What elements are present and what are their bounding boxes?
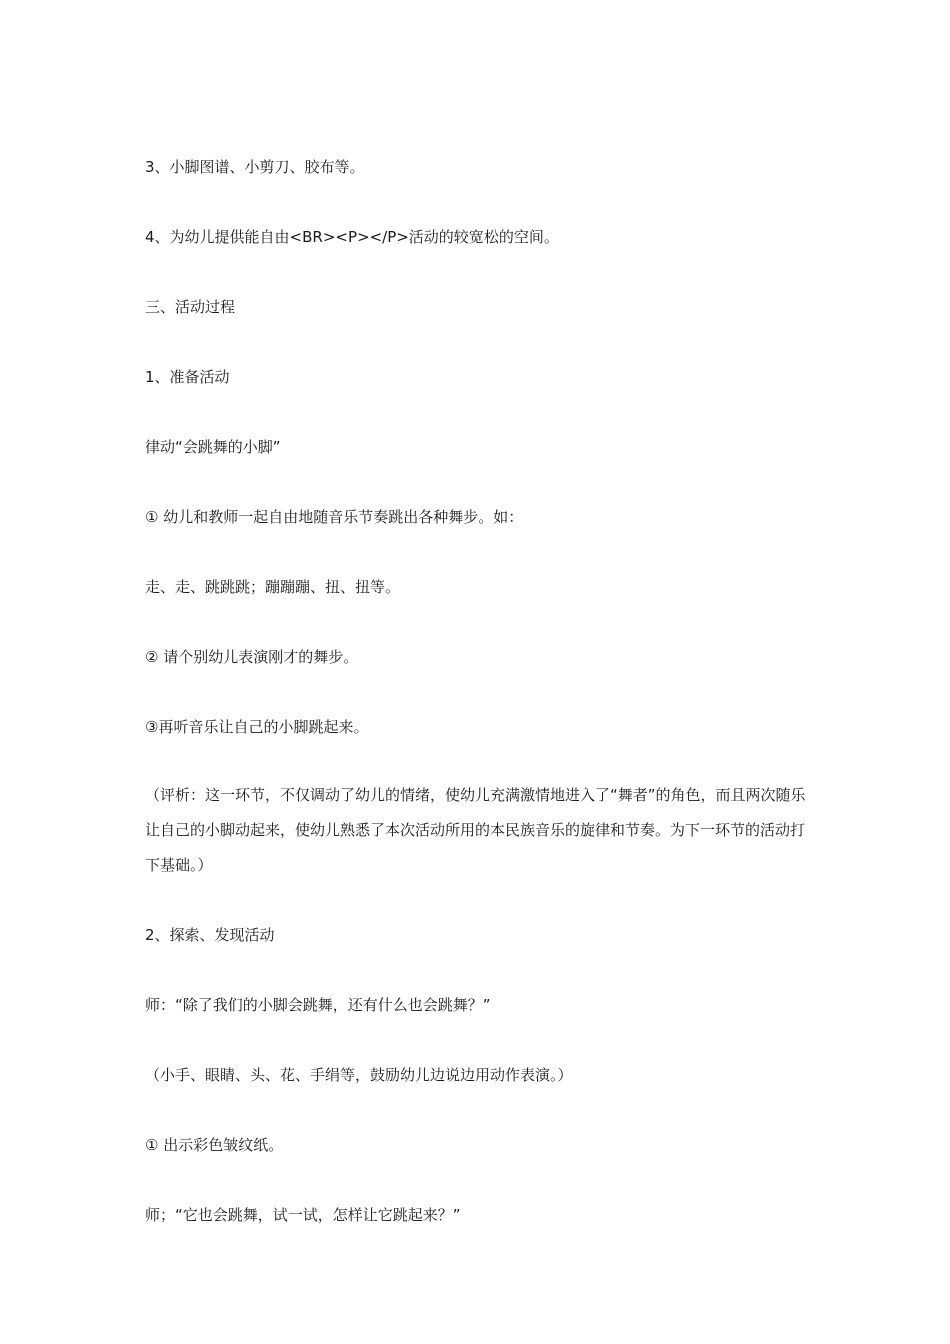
paragraph-examples: （小手、眼睛、头、花、手绢等，鼓励幼儿边说边用动作表演。） xyxy=(145,1066,573,1084)
paragraph-materials-4: 4、为幼儿提供能自由<BR><P></P>活动的较宽松的空间。 xyxy=(145,228,559,246)
section-heading-process: 三、活动过程 xyxy=(145,298,236,316)
subheading-explore: 2、探索、发现活动 xyxy=(145,926,275,944)
paragraph-show-paper: ① 出示彩色皱纹纸。 xyxy=(145,1136,284,1154)
paragraph-commentary: （评析：这一环节，不仅调动了幼儿的情绪，使幼儿充满激情地进入了“舞者”的角色，而且两次随乐让自己的小脚动起来，使幼儿熟悉了本次活动所用的本民族音乐的旋律和节奏。为下一环节的活动打下基础。） xyxy=(145,786,806,874)
paragraph-teacher-question-2: 师；“它也会跳舞，试一试，怎样让它跳起来？” xyxy=(145,1206,461,1224)
paragraph-materials-3: 3、小脚图谱、小剪刀、胶布等。 xyxy=(145,158,365,176)
paragraph-dance-steps: 走、走、跳跳跳；蹦蹦蹦、扭、扭等。 xyxy=(145,578,401,596)
subheading-preparation: 1、准备活动 xyxy=(145,368,230,386)
paragraph-step-2: ② 请个别幼儿表演刚才的舞步。 xyxy=(145,648,359,666)
paragraph-rhythm-title: 律动“会跳舞的小脚” xyxy=(145,438,281,456)
paragraph-teacher-question-1: 师：“除了我们的小脚会跳舞，还有什么也会跳舞？” xyxy=(145,996,491,1014)
paragraph-step-3: ③再听音乐让自己的小脚跳起来。 xyxy=(145,718,369,736)
paragraph-step-1: ① 幼儿和教师一起自由地随音乐节奏跳出各种舞步。如： xyxy=(145,508,524,526)
